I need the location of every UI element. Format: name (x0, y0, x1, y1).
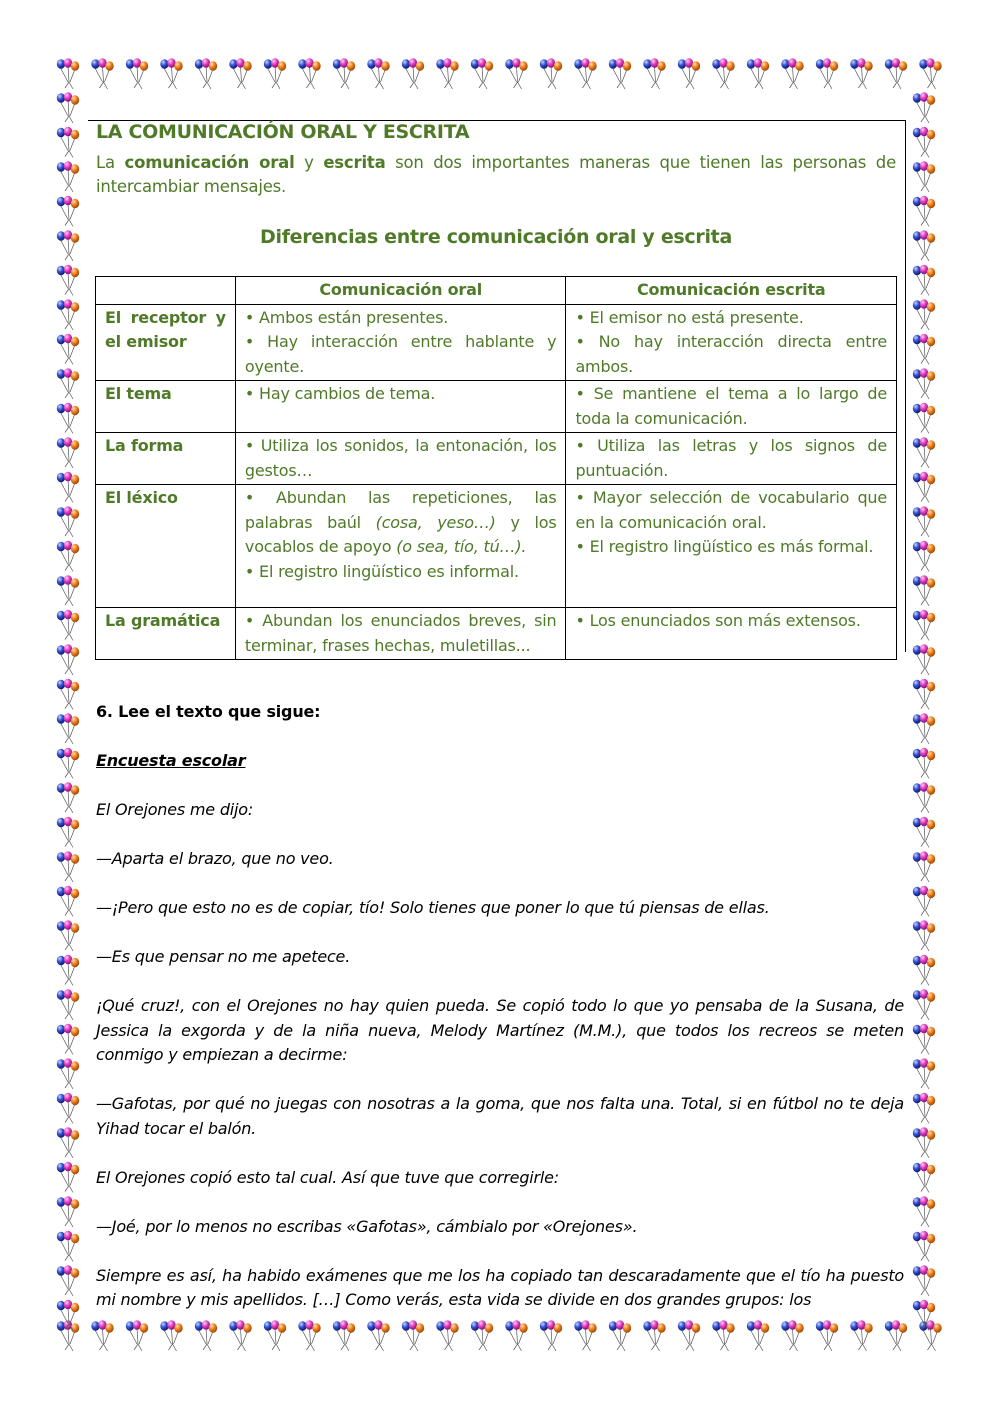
balloon-icon (913, 955, 935, 986)
balloon-icon (913, 817, 935, 848)
balloon-icon (712, 58, 734, 89)
balloon-icon (505, 58, 527, 89)
balloon-icon (57, 851, 79, 882)
balloon-icon (195, 58, 217, 89)
cell-line: • Se mantiene el tema a lo largo de toda la comunicación. (575, 384, 887, 428)
balloon-icon (57, 92, 79, 123)
balloon-icon (850, 58, 872, 89)
balloon-icon (919, 58, 941, 89)
balloon-icon (298, 58, 320, 89)
table-row (96, 608, 897, 660)
cell-oral (235, 381, 566, 433)
balloon-icon (57, 506, 79, 537)
balloon-icon (57, 1093, 79, 1124)
story-paragraph: ¡Qué cruz!, con el Orejones no hay quien pueda. Se copió todo lo que yo pensaba de la Susana, de Jessica la exgorda y de la niña nueva, Melody Martínez (M.M.), que todos los recreos se meten conmigo y empiezan a decirme: (96, 996, 904, 1064)
balloon-icon (913, 92, 935, 123)
balloon-icon (57, 920, 79, 951)
balloon-icon (367, 58, 389, 89)
cell-oral (235, 608, 566, 660)
balloon-icon (57, 817, 79, 848)
table-row (96, 381, 897, 433)
story-paragraph: Siempre es así, ha habido exámenes que me los ha copiado tan descaradamente que el tío ha puesto mi nombre y mis apellidos. […] Como verás, esta vida se divide en dos grandes grupos: los (96, 1265, 904, 1309)
balloon-icon (913, 851, 935, 882)
balloon-icon (57, 265, 79, 296)
balloon-icon (57, 1320, 79, 1351)
balloon-icon (913, 1196, 935, 1227)
story-paragraph: El Orejones copió esto tal cual. Así que tuve que corregirle: (96, 1167, 559, 1187)
table-header-empty (96, 277, 236, 305)
cell-line: • Hay interacción entre hablante y oyente. (244, 332, 557, 376)
balloon-icon (57, 679, 79, 710)
balloon-icon (540, 58, 562, 89)
balloon-icon (57, 955, 79, 986)
balloon-icon (913, 886, 935, 917)
cell-oral (235, 485, 566, 608)
balloon-icon (913, 1127, 935, 1158)
story-title: Encuesta escolar (96, 751, 246, 770)
balloon-icon (436, 58, 458, 89)
balloon-icon (913, 265, 935, 296)
balloon-icon (678, 58, 700, 89)
balloon-icon (91, 58, 113, 89)
differences-table (95, 276, 897, 660)
cell-line: • Mayor selección de vocabulario que en la comunicación oral. (575, 488, 887, 532)
balloon-icon (333, 58, 355, 89)
balloon-icon (885, 58, 907, 89)
balloon-icon (57, 1058, 79, 1089)
story-title-line (96, 749, 904, 774)
balloon-icon (913, 230, 935, 261)
row-label: La gramática (96, 608, 236, 660)
balloon-icon (913, 1265, 935, 1296)
balloon-icon (913, 610, 935, 641)
balloon-icon (57, 644, 79, 675)
balloon-icon (57, 1231, 79, 1262)
story-paragraph: —Joé, por lo menos no escribas «Gafotas», cámbialo por «Orejones». (96, 1216, 638, 1236)
balloon-icon (913, 472, 935, 503)
cell-line: • El emisor no está presente. (575, 307, 804, 327)
table-row (96, 433, 897, 485)
balloon-icon (57, 713, 79, 744)
cell-line: • Utiliza los sonidos, la entonación, los gestos… (244, 436, 557, 480)
balloon-icon (913, 334, 935, 365)
balloon-icon (264, 58, 286, 89)
cell-oral (235, 304, 566, 381)
balloon-icon (913, 506, 935, 537)
page-title: LA COMUNICACIÓN ORAL Y ESCRITA (96, 121, 470, 143)
cell-escrita (566, 608, 897, 660)
intro-bold-oral: comunicación oral (124, 153, 295, 172)
cell-line: • Los enunciados son más extensos. (575, 611, 861, 630)
cell-line: • Utiliza las letras y los signos de puntuación. (575, 436, 887, 480)
balloon-icon (913, 644, 935, 675)
balloon-icon (57, 610, 79, 641)
story-paragraph: —Gafotas, por qué no juegas con nosotras a la goma, que nos falta una. Total, si en fútbol no te deja Yihad tocar el balón. (96, 1094, 904, 1138)
reading-section (96, 700, 904, 1337)
balloon-icon (643, 58, 665, 89)
row-label: El receptor y el emisor (96, 304, 236, 381)
balloon-icon (919, 1320, 941, 1351)
lexico-example: (cosa, yeso…) (375, 512, 496, 532)
balloon-icon (913, 989, 935, 1020)
balloon-icon (57, 334, 79, 365)
balloon-icon (57, 1300, 79, 1331)
balloon-icon (57, 1196, 79, 1227)
story-paragraph: —Aparta el brazo, que no veo. (96, 849, 334, 868)
balloon-icon (57, 196, 79, 227)
balloon-icon (57, 127, 79, 158)
cell-line (245, 486, 557, 560)
balloon-icon (781, 58, 803, 89)
story-paragraph: El Orejones me dijo: (96, 800, 254, 819)
balloon-icon (913, 575, 935, 606)
cell-oral (235, 433, 566, 485)
balloon-icon (57, 886, 79, 917)
balloon-icon (57, 230, 79, 261)
balloon-icon (57, 437, 79, 468)
balloon-icon (229, 58, 251, 89)
balloon-icon (57, 58, 79, 89)
balloon-icon (57, 989, 79, 1020)
cell-line: • Hay cambios de tema. (244, 384, 436, 403)
balloon-icon (747, 58, 769, 89)
balloon-icon (57, 403, 79, 434)
balloon-icon (126, 58, 148, 89)
balloon-icon (913, 196, 935, 227)
row-label: La forma (96, 433, 236, 485)
table-row (96, 304, 897, 381)
balloon-icon (402, 58, 424, 89)
cell-escrita (566, 485, 897, 608)
row-label: El tema (96, 381, 236, 433)
balloon-icon (913, 1300, 935, 1331)
balloon-icon (913, 1058, 935, 1089)
balloon-icon (913, 403, 935, 434)
balloon-icon (913, 127, 935, 158)
balloon-icon (57, 541, 79, 572)
intro-text: y (304, 153, 314, 172)
section-title: Diferencias entre comunicación oral y escrita (260, 226, 732, 248)
balloon-icon (913, 1231, 935, 1262)
table-header-escrita: Comunicación escrita (566, 277, 897, 305)
balloon-icon (57, 1024, 79, 1055)
balloon-icon (57, 299, 79, 330)
balloon-icon (57, 575, 79, 606)
balloon-icon (913, 782, 935, 813)
balloon-icon (913, 299, 935, 330)
balloon-icon (57, 368, 79, 399)
balloon-icon (913, 541, 935, 572)
balloon-icon (57, 161, 79, 192)
cell-escrita (566, 381, 897, 433)
balloon-icon (913, 1024, 935, 1055)
cell-escrita (566, 304, 897, 381)
balloon-icon (816, 58, 838, 89)
table-header-oral: Comunicación oral (235, 277, 566, 305)
balloon-icon (913, 748, 935, 779)
lexico-text: y los vocablos de apoyo (244, 512, 557, 556)
cell-line: • No hay interacción directa entre ambos. (575, 332, 887, 376)
table-row (96, 485, 897, 608)
balloon-icon (913, 713, 935, 744)
balloon-icon (57, 748, 79, 779)
cell-line: • Abundan los enunciados breves, sin terminar, frases hechas, muletillas... (244, 611, 557, 655)
exercise-question: 6. Lee el texto que sigue: (96, 702, 321, 721)
balloon-icon (471, 58, 493, 89)
balloon-icon (609, 58, 631, 89)
cell-line: • Ambos están presentes. (244, 307, 449, 327)
row-label: El léxico (96, 485, 236, 608)
table-header-row (96, 277, 897, 305)
balloon-icon (913, 1162, 935, 1193)
balloon-icon (57, 1127, 79, 1158)
story-paragraph: —¡Pero que esto no es de copiar, tío! Solo tienes que poner lo que tú piensas de ellas. (96, 898, 770, 917)
balloon-icon (913, 437, 935, 468)
intro-bold-escrita: escrita (323, 153, 386, 172)
lexico-example: (o sea, tío, tú…). (396, 537, 527, 556)
intro-text: La (96, 153, 115, 172)
balloon-icon (913, 368, 935, 399)
balloon-icon (913, 161, 935, 192)
intro-paragraph (96, 151, 896, 199)
intro-text: son dos importantes maneras que tienen las personas de intercambiar mensajes. (96, 153, 897, 196)
balloon-icon (574, 58, 596, 89)
balloon-icon (913, 679, 935, 710)
cell-line: • El registro lingüístico es más formal. (575, 537, 874, 556)
lexico-text: • Abundan las repeticiones, las palabras baúl (244, 488, 557, 532)
cell-escrita (566, 433, 897, 485)
balloon-icon (913, 920, 935, 951)
story-paragraph: —Es que pensar no me apetece. (96, 947, 351, 966)
balloon-icon (160, 58, 182, 89)
balloon-icon (57, 1265, 79, 1296)
balloon-icon (57, 1162, 79, 1193)
balloon-icon (913, 1093, 935, 1124)
balloon-icon (57, 782, 79, 813)
balloon-icon (57, 472, 79, 503)
cell-line: • El registro lingüístico es informal. (244, 561, 519, 581)
